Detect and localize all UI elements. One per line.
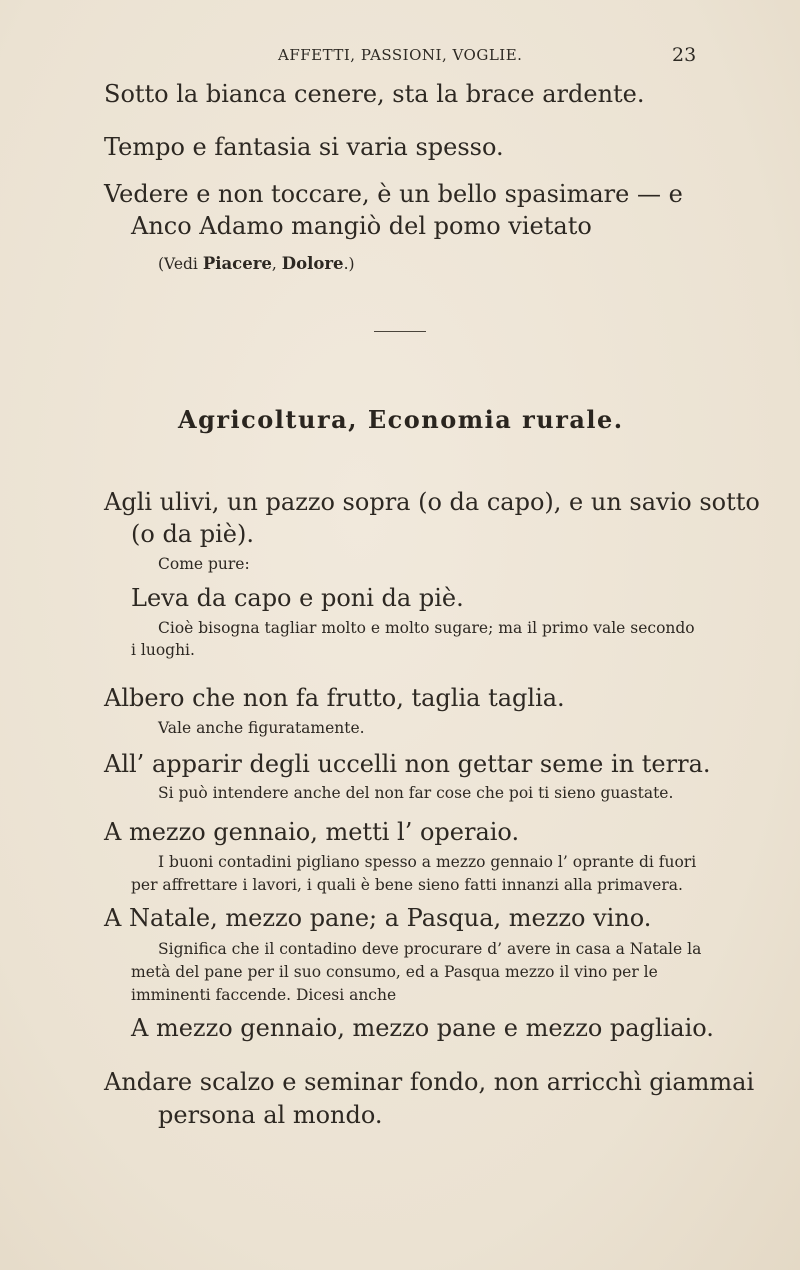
gloss-line: Cioè bisogna tagliar molto e molto sugare; ma il primo vale secondo [158, 619, 695, 637]
proverb-line: persona al mondo. [158, 1101, 383, 1129]
see-also-prefix: (Vedi [158, 255, 203, 273]
gloss-line: Vale anche figuratamente. [158, 719, 365, 737]
gloss-line: per affrettare i lavori, i quali è bene sieno fatti innanzi alla primavera. [131, 876, 683, 894]
see-also-term-dolore: Dolore [281, 254, 344, 273]
see-also-separator: , [271, 255, 282, 273]
note-text: Come pure: [158, 555, 250, 573]
see-also-suffix: .) [343, 255, 355, 273]
proverb-line: Leva da capo e poni da piè. [131, 584, 464, 612]
page-number: 23 [672, 44, 697, 66]
proverb-line: Tempo e fantasia si varia spesso. [104, 133, 504, 161]
gloss-line: Significa che il contadino deve procurare d’ avere in casa a Natale la [158, 940, 702, 958]
gloss-line: metà del pane per il suo consumo, ed a Pasqua mezzo il vino per le [131, 963, 658, 981]
proverb-line: Sotto la bianca cenere, sta la brace ardente. [104, 80, 645, 108]
proverb-line: A mezzo gennaio, mezzo pane e mezzo pagliaio. [131, 1014, 714, 1042]
proverb-line: Albero che non fa frutto, taglia taglia. [104, 684, 565, 712]
section-divider [374, 331, 426, 332]
proverb-line: (o da piè). [131, 520, 254, 548]
gloss-line: I buoni contadini pigliano spesso a mezzo gennaio l’ oprante di fuori [158, 853, 697, 871]
proverb-line: Andare scalzo e seminar fondo, non arricchì giammai [104, 1068, 755, 1096]
proverb-line: Vedere e non toccare, è un bello spasimare — e [104, 180, 683, 208]
proverb-line: Anco Adamo mangiò del pomo vietato [131, 212, 592, 240]
see-also-term-piacere: Piacere [202, 254, 272, 273]
proverb-line: Agli ulivi, un pazzo sopra (o da capo), e un savio sotto [104, 488, 760, 516]
proverb-line: All’ apparir degli uccelli non gettar seme in terra. [104, 750, 711, 778]
section-title: Agricoltura, Economia rurale. [178, 405, 624, 434]
gloss-line: Si può intendere anche del non far cose che poi ti sieno guastate. [158, 784, 674, 802]
proverb-line: A Natale, mezzo pane; a Pasqua, mezzo vino. [104, 904, 652, 932]
gloss-line: i luoghi. [131, 641, 195, 659]
running-header: AFFETTI, PASSIONI, VOGLIE. [278, 46, 523, 64]
proverb-line: A mezzo gennaio, metti l’ operaio. [104, 818, 520, 846]
see-also-reference [158, 254, 355, 273]
gloss-line: imminenti faccende. Dicesi anche [131, 986, 397, 1004]
